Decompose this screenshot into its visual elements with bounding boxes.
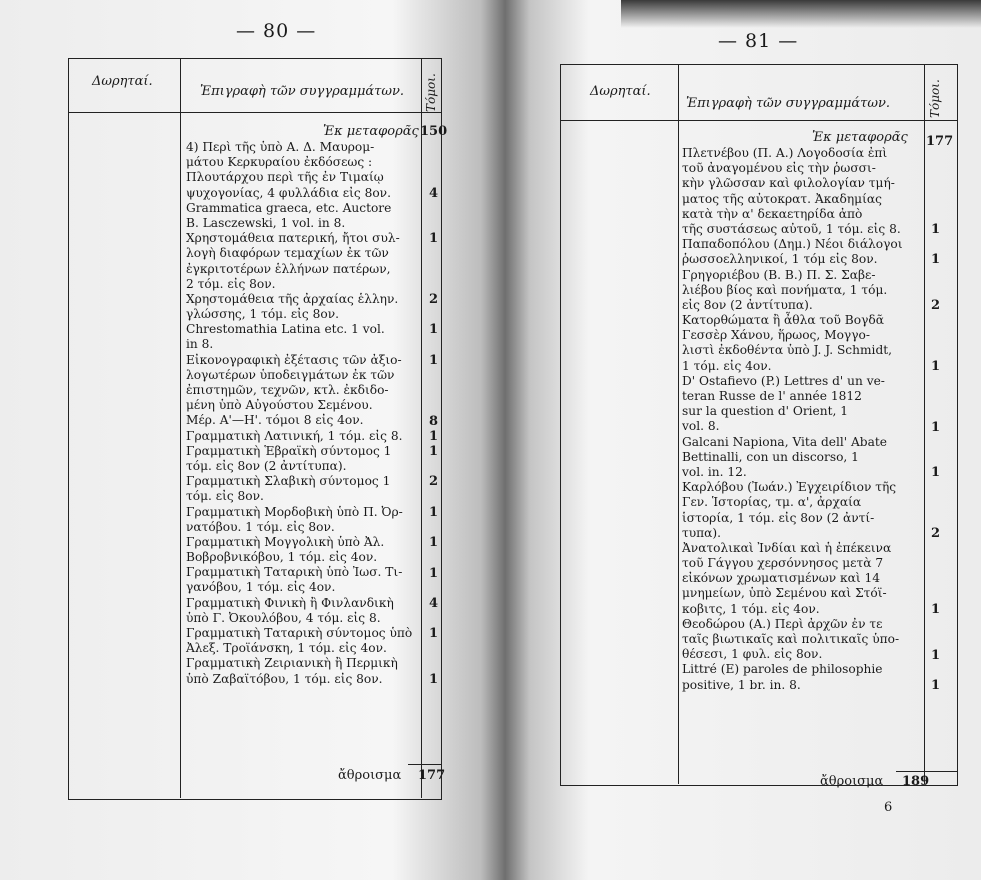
entry-line: Littré (E) paroles de philosophie bbox=[682, 662, 883, 677]
entry-line: μνημείων, ὑπὸ Σεμένου καὶ Στόϊ- bbox=[682, 586, 887, 601]
sum-label: ἄθροισμα bbox=[338, 768, 402, 783]
entry-line: 1 τόμ. εἰς 4ον. bbox=[682, 358, 772, 373]
entry-line: μένη ὑπὸ Αὐγούστου Σεμένου. bbox=[186, 398, 373, 413]
donors-header: Δωρηταί. bbox=[590, 84, 651, 99]
entry-line: Γεν. Ἱστορίας, τμ. α', ἀρχαία bbox=[682, 495, 862, 510]
volumes-column bbox=[926, 146, 940, 746]
volume-count: 1 bbox=[428, 672, 438, 687]
entry-line: λιέβου βίος καὶ πονήματα, 1 τόμ. bbox=[682, 282, 888, 297]
entry-line: τόμ. εἰς 8ον. bbox=[186, 489, 264, 504]
volume-count: 1 bbox=[428, 626, 438, 642]
column-divider bbox=[924, 64, 925, 784]
entry-line: Χρηστομάθεια πατερική, ἤτοι συλ- bbox=[186, 231, 400, 246]
entry-line: θέσεσι, 1 φυλ. εἰς 8ον. bbox=[682, 647, 823, 662]
volume-count: 1 bbox=[930, 358, 940, 374]
entry-line: Βοβροβνικόβου, 1 τόμ. εἰς 4ον. bbox=[186, 550, 378, 565]
volume-count: 1 bbox=[930, 419, 940, 435]
entry-line: sur la question d' Orient, 1 bbox=[682, 404, 849, 419]
volume-count: 1 bbox=[930, 602, 940, 617]
entry-line: Galcani Napiona, Vita dell' Abate bbox=[682, 434, 887, 449]
volume-count: 1 bbox=[428, 322, 438, 338]
entry-line: τοῦ ἀναγομένου εἰς τὴν ῥωσσι- bbox=[682, 161, 876, 176]
entry-line: Grammatica graeca, etc. Auctore bbox=[186, 200, 392, 215]
entry-line: 2 τόμ. εἰς 8ον. bbox=[186, 276, 276, 291]
entry-line: Γραμματικὴ Ταταρικὴ σύντομος ὑπὸ bbox=[186, 626, 413, 640]
entry-line: λιστὶ ἐκδοθέντα ὑπὸ J. J. Schmidt, bbox=[682, 343, 893, 358]
volume-count: 8 bbox=[428, 413, 438, 429]
entry-line: τόμ. εἰς 8ον (2 ἀντίτυπα). bbox=[186, 458, 347, 473]
entry-line: B. Lasczewski, 1 vol. in 8. bbox=[186, 215, 346, 230]
volume-count: 2 bbox=[428, 474, 438, 490]
entry-line: γλώσσης, 1 τόμ. εἰς 8ον. bbox=[186, 307, 340, 322]
entry-line: Χρηστομάθεια τῆς ἀρχαίας ἑλλην. bbox=[186, 291, 399, 306]
entry-line: τυπα). bbox=[682, 525, 722, 540]
entry-line: vol. 8. bbox=[682, 419, 720, 434]
title-header: Ἐπιγραφὴ τῶν συγγραμμάτων. bbox=[686, 96, 891, 111]
carried-forward-value: 177 bbox=[926, 134, 954, 149]
sum-label: ἄθροισμα bbox=[820, 774, 884, 789]
entry-line: D' Ostafievo (P.) Lettres d' un ve- bbox=[682, 373, 885, 388]
entry-line: λογωτέρων ὑποδειγμάτων ἐκ τῶν bbox=[186, 367, 395, 382]
entry-line: Μέρ. Α'—Η'. τόμοι 8 εἰς 4ον. bbox=[186, 413, 364, 428]
entry-line: εἰς 8ον (2 ἀντίτυπα). bbox=[682, 297, 813, 312]
entry-line: Πλουτάρχου περὶ τῆς ἐν Τιμαίῳ bbox=[186, 170, 384, 185]
volume-count: 1 bbox=[428, 444, 438, 459]
volume-count: 1 bbox=[428, 535, 438, 551]
column-divider bbox=[180, 58, 181, 798]
volumes-header: Τόμοι. bbox=[424, 73, 438, 112]
entry-line: ματος τῆς αὐτοκρατ. Ἀκαδημίας bbox=[682, 191, 882, 206]
entry-line: ὑπὸ Γ. Ὀκουλόβου, 4 τόμ. εἰς 8. bbox=[186, 610, 381, 625]
sum-rule bbox=[896, 771, 958, 772]
donors-header: Δωρηταί. bbox=[92, 74, 153, 89]
carried-forward-value: 150 bbox=[420, 124, 448, 139]
entry-line: positive, 1 br. in. 8. bbox=[682, 677, 801, 692]
entry-line: ἱστορία, 1 τόμ. εἰς 8ον (2 ἀντί- bbox=[682, 510, 875, 525]
right-page bbox=[520, 0, 981, 880]
entry-line: Γραμματικὴ Ζειριανικὴ ἢ Περμικὴ bbox=[186, 656, 398, 671]
entry-line: Γραμματικὴ Μογγολικὴ ὑπὸ Ἀλ. bbox=[186, 534, 385, 549]
title-header: Ἐπιγραφὴ τῶν συγγραμμάτων. bbox=[200, 84, 405, 99]
volume-count: 1 bbox=[930, 678, 940, 693]
entry-line: Θεοδώρου (Α.) Περὶ ἀρχῶν ἐν τε bbox=[682, 616, 883, 631]
entry-line: Bettinalli, con un discorso, 1 bbox=[682, 449, 859, 464]
carried-forward-label: Ἐκ μεταφορᾶς bbox=[812, 130, 908, 145]
entry-line: λογὴ διαφόρων τεμαχίων ἐκ τῶν bbox=[186, 246, 389, 261]
entry-line: 4) Περὶ τῆς ὑπὸ Α. Δ. Μαυρομ- bbox=[186, 140, 375, 154]
entry-line: τῆς συστάσεως αὐτοῦ, 1 τόμ. εἰς 8. bbox=[682, 221, 901, 236]
header-rule bbox=[560, 120, 958, 121]
volume-count: 1 bbox=[428, 565, 438, 581]
page-number: — 81 — bbox=[718, 30, 799, 52]
volume-count: 1 bbox=[428, 428, 438, 444]
column-divider bbox=[421, 58, 422, 798]
left-page bbox=[0, 0, 470, 880]
volume-count: 4 bbox=[428, 596, 438, 611]
entry-line: κὴν γλῶσσαν καὶ φιλολογίαν τμή- bbox=[682, 176, 895, 191]
sum-rule bbox=[408, 764, 442, 765]
entry-line: in 8. bbox=[186, 337, 214, 352]
entry-line: ῥωσσοελληνικοί, 1 τόμ εἰς 8ον. bbox=[682, 252, 878, 267]
entry-line: ἐγκριτοτέρων ἑλλήνων πατέρων, bbox=[186, 261, 391, 276]
signature-mark: 6 bbox=[884, 800, 893, 815]
entry-line: τοῦ Γάγγου χερσόννησος μετὰ 7 bbox=[682, 556, 884, 571]
entry-line: Γραμματικὴ Λατινική, 1 τόμ. εἰς 8. bbox=[186, 428, 403, 443]
sum-value: 189 bbox=[902, 774, 930, 789]
entry-line: teran Russe de l' année 1812 bbox=[682, 389, 862, 403]
entry-line: Γραμματικὴ Σλαβικὴ σύντομος 1 bbox=[186, 474, 391, 489]
entry-line: Ἀνατολικαὶ Ἰνδίαι καὶ ἡ ἐπέκεινα bbox=[682, 540, 892, 555]
entry-line: Πλετνέβου (Π. Α.) Λογοδοσία ἐπὶ bbox=[682, 146, 888, 160]
entry-line: Γραμματικὴ Ἑβραϊκὴ σύντομος 1 bbox=[186, 443, 392, 458]
entry-line: κοβιτς, 1 τόμ. εἰς 4ον. bbox=[682, 601, 820, 616]
volume-count: 1 bbox=[428, 504, 438, 520]
volume-count: 4 bbox=[428, 185, 438, 201]
entry-line: εἰκόνων χρωματισμένων καὶ 14 bbox=[682, 571, 881, 586]
entry-line: Εἰκονογραφικὴ ἐξέτασις τῶν ἀξιο- bbox=[186, 352, 402, 367]
volumes-column bbox=[424, 140, 438, 740]
entries-list bbox=[682, 146, 922, 693]
entry-line: γανόβου, 1 τόμ. εἰς 4ον. bbox=[186, 580, 336, 595]
entry-line: ἐπιστημῶν, τεχνῶν, κτλ. ἐκδιδο- bbox=[186, 383, 389, 397]
entry-line: vol. in. 12. bbox=[682, 464, 747, 479]
entry-line: Ἀλεξ. Τροϊάνσκη, 1 τόμ. εἰς 4ον. bbox=[186, 641, 387, 656]
entry-line: Chrestomathia Latina etc. 1 vol. bbox=[186, 322, 385, 337]
entry-line: Κατορθώματα ἢ ἆθλα τοῦ Βογδᾶ bbox=[682, 313, 884, 328]
entry-line: Καρλόβου (Ἰωάν.) Ἐγχειρίδιον τῆς bbox=[682, 480, 897, 495]
entry-line: ταῖς βιωτικαῖς καὶ πολιτικαῖς ὑπο- bbox=[682, 632, 900, 646]
volume-count: 2 bbox=[428, 292, 438, 307]
header-rule bbox=[68, 112, 442, 113]
entry-line: Γεσσὲρ Χάνου, ἥρωος, Μογγο- bbox=[682, 328, 870, 343]
volume-count: 2 bbox=[930, 298, 940, 313]
carried-forward-label: Ἐκ μεταφορᾶς bbox=[323, 124, 419, 139]
entry-line: ψυχογονίας, 4 φυλλάδια εἰς 8ον. bbox=[186, 185, 391, 200]
entry-line: ὑπὸ Ζαβαϊτόβου, 1 τόμ. εἰς 8ον. bbox=[186, 671, 383, 686]
column-divider bbox=[678, 64, 679, 784]
volume-count: 1 bbox=[930, 465, 940, 481]
volume-count: 1 bbox=[930, 222, 940, 237]
entry-line: Γρηγοριέβου (Β. Β.) Π. Σ. Σαβε- bbox=[682, 267, 876, 282]
volumes-header: Τόμοι. bbox=[928, 79, 942, 118]
page-number: — 80 — bbox=[236, 20, 317, 42]
volume-count: 1 bbox=[428, 352, 438, 368]
entries-list bbox=[186, 140, 418, 687]
entry-line: Παπαδοπόλου (Δημ.) Νέοι διάλογοι bbox=[682, 237, 903, 252]
entry-line: Γραμματικὴ Ταταρικὴ ὑπὸ Ἰωσ. Τι- bbox=[186, 565, 403, 580]
entry-line: μάτου Κερκυραίου ἐκδόσεως : bbox=[186, 155, 373, 170]
volume-count: 2 bbox=[930, 526, 940, 541]
entry-line: νατόβου. 1 τόμ. εἰς 8ον. bbox=[186, 519, 335, 534]
entry-line: κατὰ τὴν α' δεκαετηρίδα ἀπὸ bbox=[682, 206, 863, 221]
sum-value: 177 bbox=[418, 768, 446, 783]
entry-line: Γραμματικὴ Μορδοβικὴ ὑπὸ Π. Ὀρ- bbox=[186, 504, 403, 519]
volume-count: 1 bbox=[930, 647, 940, 663]
volume-count: 1 bbox=[428, 231, 438, 247]
volume-count: 1 bbox=[930, 252, 940, 268]
entry-line: Γραμματικὴ Φινικὴ ἢ Φινλανδικὴ bbox=[186, 595, 394, 610]
